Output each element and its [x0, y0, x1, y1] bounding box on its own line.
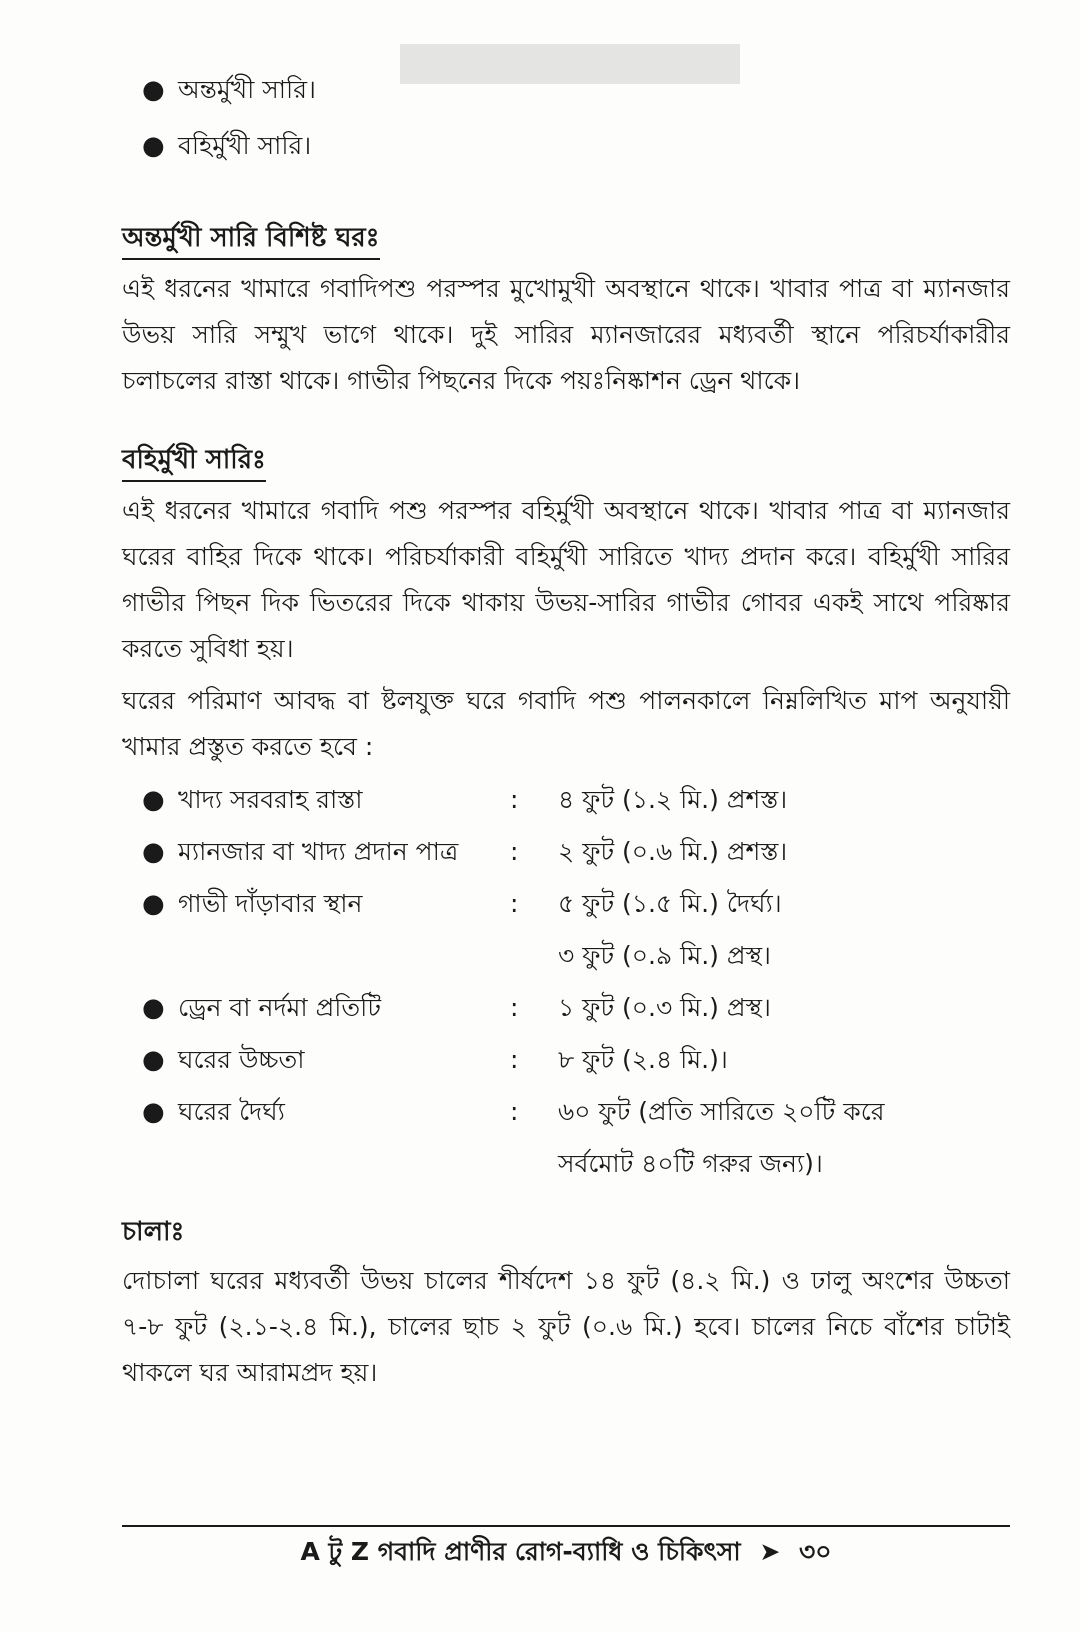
spec-row	[122, 884, 1010, 936]
page-footer	[122, 1532, 1010, 1572]
spec-row	[122, 780, 1010, 832]
bullet-icon: ●	[142, 1045, 165, 1075]
bullet-text: বহির্মুখী সারি।	[178, 131, 312, 160]
section-outward	[122, 440, 1010, 770]
section-inward	[122, 218, 1010, 404]
arrow-icon: ➤	[759, 1537, 781, 1566]
spec-value: ৩ ফুট (০.৯ মি.) প্রস্থ।	[558, 941, 771, 970]
spec-colon	[510, 936, 558, 988]
list-item	[122, 70, 1010, 126]
spec-value: ২ ফুট (০.৬ মি.) প্রশস্ত।	[558, 837, 788, 866]
section-heading: অন্তর্মুখী সারি বিশিষ্ট ঘরঃ	[122, 218, 380, 260]
list-item	[122, 126, 1010, 182]
spec-label: ঘরের দৈর্ঘ্য	[178, 1097, 285, 1126]
bullet-icon: ●	[142, 889, 165, 919]
spec-colon: :	[510, 785, 519, 814]
spec-value: ৫ ফুট (১.৫ মি.) দৈর্ঘ্য।	[558, 889, 782, 918]
spec-colon: :	[510, 1045, 519, 1074]
spec-colon: :	[510, 837, 519, 866]
measure-intro: ঘরের পরিমাণ আবদ্ধ বা ষ্টলযুক্ত ঘরে গবাদি পশু পালনকালে নিম্নলিখিত মাপ অনুযায়ী খামার প্রস্তুত করতে হবে :	[122, 686, 1010, 761]
bullet-icon: ●	[142, 837, 165, 867]
section-paragraph: এই ধরনের খামারে গবাদি পশু পরস্পর বহির্মুখী অবস্থানে থাকে। খাবার পাত্র বা ম্যানজার ঘরের বাহির দিকে থাকে। পরিচর্যাকারী বহির্মুখী সারিতে খাদ্য প্রদান করে। বহির্মুখী সারির গাভীর পিছন দিক ভিতরের দিকে থাকায় উভয়-সারির গাভীর গোবর একই সাথে পরিষ্কার করতে সুবিধা হয়।	[122, 496, 1010, 663]
footer-divider	[122, 1525, 1010, 1527]
spec-continuation: সর্বমোট ৪০টি গরুর জন্য)।	[558, 1149, 823, 1178]
spec-colon: :	[510, 889, 519, 918]
bullet-icon: ●	[142, 75, 165, 105]
section-paragraph: এই ধরনের খামারে গবাদিপশু পরস্পর মুখোমুখী অবস্থানে থাকে। খাবার পাত্র বা ম্যানজার উভয় সারি সম্মুখ ভাগে থাকে। দুই সারির ম্যানজারের মধ্যবর্তী স্থানে পরিচর্যাকারীর চলাচলের রাস্তা থাকে। গাভীর পিছনের দিকে পয়ঃনিষ্কাশন ড্রেন থাকে।	[122, 274, 1010, 395]
spec-label	[178, 936, 510, 988]
bullet-icon: ●	[142, 993, 165, 1023]
spec-value: ৬০ ফুট (প্রতি সারিতে ২০টি করে	[558, 1097, 885, 1126]
spec-row	[122, 1040, 1010, 1092]
spec-row	[122, 988, 1010, 1040]
spec-row	[122, 1092, 1010, 1144]
spec-row	[122, 832, 1010, 884]
spec-colon: :	[510, 1097, 519, 1126]
spec-label: ম্যানজার বা খাদ্য প্রদান পাত্র	[178, 837, 459, 866]
page-number: ৩০	[798, 1537, 832, 1566]
section-paragraph: দোচালা ঘরের মধ্যবর্তী উভয় চালের শীর্ষদেশ ১৪ ফুট (৪.২ মি.) ও ঢালু অংশের উচ্চতা ৭-৮ ফুট (২.১-২.৪ মি.), চালের ছাচ ২ ফুট (০.৬ মি.) হবে। চালের নিচে বাঁশের চাটাই থাকলে ঘর আরামপ্রদ হয়।	[122, 1266, 1010, 1387]
spec-label: ড্রেন বা নর্দমা প্রতিটি	[178, 993, 381, 1022]
bullet-text: অন্তর্মুখী সারি।	[178, 75, 316, 104]
page-body	[122, 70, 1010, 1396]
spec-list	[122, 780, 1010, 1192]
section-roof	[122, 1212, 1010, 1396]
spec-label: গাভী দাঁড়াবার স্থান	[178, 889, 363, 918]
bullet-icon: ●	[142, 785, 165, 815]
section-heading: চালাঃ	[122, 1217, 185, 1247]
bullet-icon: ●	[142, 1097, 165, 1127]
spec-value: ১ ফুট (০.৩ মি.) প্রস্থ।	[558, 993, 771, 1022]
spec-label: খাদ্য সরবরাহ রাস্তা	[178, 785, 363, 814]
spec-value: ৪ ফুট (১.২ মি.) প্রশস্ত।	[558, 785, 788, 814]
spec-row	[122, 936, 1010, 988]
book-title: A টু Z গবাদি প্রাণীর রোগ-ব্যাধি ও চিকিৎসা	[300, 1537, 741, 1566]
spec-colon: :	[510, 993, 519, 1022]
bullet-icon: ●	[142, 131, 165, 161]
section-heading: বহির্মুখী সারিঃ	[122, 440, 266, 482]
spec-label: ঘরের উচ্চতা	[178, 1045, 305, 1074]
spec-value: ৮ ফুট (২.৪ মি.)।	[558, 1045, 728, 1074]
